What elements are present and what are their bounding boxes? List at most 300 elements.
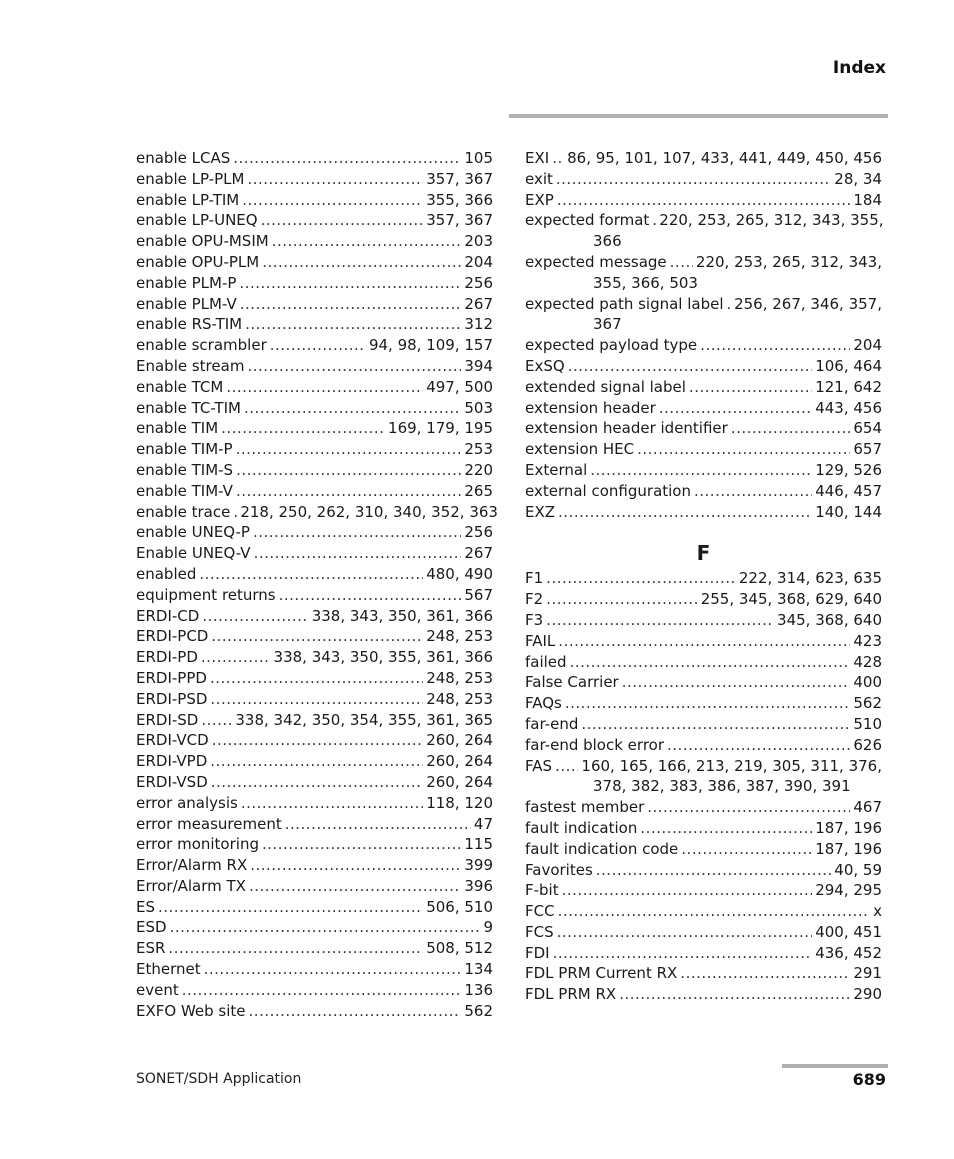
- index-term: enable PLM-V: [136, 294, 237, 313]
- index-page-refs: 562: [853, 694, 882, 713]
- dot-leader: [168, 938, 423, 959]
- index-entry: [136, 148, 493, 169]
- index-term: equipment returns: [136, 585, 276, 604]
- index-page-refs: 562: [464, 1001, 493, 1020]
- index-entry: [136, 169, 493, 190]
- index-page-refs: 503: [464, 398, 493, 417]
- index-entry: [136, 481, 493, 502]
- index-page-refs: 94, 98, 109, 157: [368, 336, 493, 355]
- index-entry: [525, 502, 882, 523]
- index-term: ERDI-PSD: [136, 689, 208, 708]
- index-page-refs: 265: [464, 481, 493, 500]
- dot-leader: [182, 980, 462, 1001]
- dot-leader: [244, 398, 461, 419]
- index-term: extension HEC: [525, 440, 635, 459]
- index-term: enable TC-TIM: [136, 398, 241, 417]
- index-page-refs: 480, 490: [426, 564, 493, 583]
- index-term: error measurement: [136, 814, 282, 833]
- dot-leader: [565, 693, 850, 714]
- index-term: F-bit: [525, 881, 559, 900]
- dot-leader: [285, 814, 471, 835]
- index-term: error monitoring: [136, 835, 259, 854]
- index-page-refs: 291: [853, 964, 882, 983]
- index-page-refs: 255, 345, 368, 629, 640: [700, 590, 882, 609]
- index-term: exit: [525, 169, 553, 188]
- index-term: enable RS-TIM: [136, 315, 243, 334]
- dot-leader: [557, 190, 851, 211]
- index-page-refs: 436, 452: [815, 943, 882, 962]
- index-page-refs: x: [873, 902, 882, 921]
- dot-leader: [236, 481, 461, 502]
- index-entry: [525, 252, 882, 294]
- index-entry: [525, 610, 882, 631]
- index-page-refs: 86, 95, 101, 107, 433, 441, 449, 450, 456: [567, 149, 882, 167]
- dot-leader: [249, 876, 461, 897]
- footer-document-title: SONET/SDH Application: [136, 1071, 302, 1087]
- index-entry: [525, 418, 882, 439]
- index-page-refs: 260, 264: [426, 772, 493, 791]
- index-section-e: [525, 148, 882, 522]
- index-term: FCS: [525, 922, 554, 941]
- dot-leader: [158, 897, 423, 918]
- index-term: expected format: [525, 211, 650, 230]
- index-page-refs: 510: [853, 714, 882, 733]
- index-page-refs: 345, 368, 640: [777, 610, 882, 629]
- dot-leader: [201, 710, 232, 731]
- index-entry: [136, 190, 493, 211]
- index-entry: [136, 730, 493, 751]
- index-entry: [136, 377, 493, 398]
- index-page-refs: 9: [483, 918, 493, 937]
- dot-leader: [211, 626, 423, 647]
- index-page-refs: 312: [464, 315, 493, 334]
- index-term: expected payload type: [525, 336, 698, 355]
- index-page-refs: 446, 457: [815, 481, 882, 500]
- index-page-refs: 400, 451: [815, 922, 882, 941]
- index-page-refs: 657: [853, 440, 882, 459]
- dot-leader: [553, 943, 813, 964]
- index-term: fault indication: [525, 818, 638, 837]
- dot-leader: [247, 356, 461, 377]
- index-entry: [525, 860, 882, 881]
- running-header-title: Index: [832, 58, 886, 78]
- dot-leader: [637, 439, 850, 460]
- index-column-left: [136, 148, 498, 1021]
- index-entry: [525, 356, 882, 377]
- dot-leader: [270, 335, 366, 356]
- index-entry: [525, 672, 882, 693]
- index-page-refs: 394: [464, 356, 493, 375]
- index-page-refs: 256, 267, 346, 357,: [734, 294, 882, 313]
- index-page-refs: 399: [464, 856, 493, 875]
- footer-page-number: 689: [852, 1070, 886, 1089]
- index-entry: [136, 314, 493, 335]
- dot-leader: [199, 564, 423, 585]
- index-entry: [136, 356, 493, 377]
- index-entry: [525, 797, 882, 818]
- index-term: enable TIM-P: [136, 440, 233, 459]
- index-page-refs: 428: [853, 652, 882, 671]
- index-page-refs: 184: [853, 190, 882, 209]
- index-entry: [525, 880, 882, 901]
- dot-leader: [253, 522, 461, 543]
- index-entry: [525, 652, 882, 673]
- dot-leader: [700, 335, 850, 356]
- index-page-refs: 260, 264: [426, 731, 493, 750]
- dot-leader: [552, 148, 564, 169]
- dot-leader: [731, 418, 851, 439]
- dot-leader: [659, 398, 812, 419]
- index-term: event: [136, 980, 179, 999]
- index-term: FAIL: [525, 631, 556, 650]
- dot-leader: [558, 901, 871, 922]
- index-page-refs: 169, 179, 195: [388, 419, 493, 438]
- index-page-refs: 506, 510: [426, 897, 493, 916]
- dot-leader: [262, 834, 461, 855]
- dot-leader: [261, 210, 424, 231]
- index-entry: [525, 589, 882, 610]
- dot-leader: [568, 356, 813, 377]
- index-entry: [525, 818, 882, 839]
- dot-leader: [233, 148, 461, 169]
- index-entry: [136, 959, 493, 980]
- index-term: enable LCAS: [136, 149, 231, 167]
- index-term: EXFO Web site: [136, 1001, 246, 1020]
- index-page-refs: 443, 456: [815, 398, 882, 417]
- dot-leader: [249, 1001, 462, 1022]
- index-term: failed: [525, 652, 567, 671]
- index-term: Error/Alarm TX: [136, 876, 246, 895]
- index-entry: [136, 606, 493, 627]
- index-entry: [136, 897, 493, 918]
- index-page-refs: 118, 120: [426, 793, 493, 812]
- header-rule: [509, 114, 888, 118]
- index-page-refs: 423: [853, 631, 882, 650]
- index-page-refs: 47: [473, 814, 493, 833]
- index-page-refs: 626: [853, 735, 882, 754]
- dot-leader: [241, 793, 423, 814]
- index-term: fault indication code: [525, 839, 679, 858]
- index-entry: [136, 502, 498, 523]
- index-page-refs: 338, 342, 350, 354, 355, 361, 365: [235, 710, 493, 729]
- dot-leader: [667, 735, 850, 756]
- index-page-refs: 256: [464, 523, 493, 542]
- index-term: enable LP-UNEQ: [136, 211, 258, 230]
- index-term: enable TCM: [136, 377, 224, 396]
- index-page-refs: 218, 250, 262, 310, 340, 352, 363: [240, 502, 498, 521]
- index-term: ES: [136, 897, 155, 916]
- index-term: expected path signal label: [525, 294, 724, 313]
- dot-leader: [619, 984, 850, 1005]
- index-term: enable UNEQ-P: [136, 523, 250, 542]
- index-entry: [136, 439, 493, 460]
- index-page-refs: 338, 343, 350, 355, 361, 366: [273, 648, 493, 667]
- index-term: F3: [525, 610, 544, 629]
- index-entry: [136, 814, 493, 835]
- index-page-refs: 338, 343, 350, 361, 366: [311, 606, 493, 625]
- index-term: F1: [525, 569, 544, 588]
- index-term: EXZ: [525, 502, 556, 521]
- index-term: extended signal label: [525, 377, 686, 396]
- index-term: external configuration: [525, 481, 691, 500]
- index-term: ERDI-PCD: [136, 627, 209, 646]
- index-page-refs: 248, 253: [426, 668, 493, 687]
- dot-leader: [546, 610, 774, 631]
- dot-leader: [555, 756, 578, 777]
- index-entry: [136, 689, 493, 710]
- index-entry: [136, 980, 493, 1001]
- section-letter-f: F: [696, 541, 711, 566]
- index-page-refs: 204: [464, 252, 493, 271]
- index-entry: [525, 631, 882, 652]
- index-page-refs: 357, 367: [426, 169, 493, 188]
- index-term: enable trace: [136, 502, 231, 521]
- index-page-refs: 220: [464, 460, 493, 479]
- index-page-refs: 260, 264: [426, 752, 493, 771]
- dot-leader: [202, 606, 308, 627]
- index-entry: [136, 917, 493, 938]
- index-entry: [525, 460, 882, 481]
- index-page-refs: 105: [464, 149, 493, 167]
- dot-leader: [557, 922, 813, 943]
- index-column-right: [525, 148, 882, 1005]
- dot-leader: [681, 839, 812, 860]
- index-entry: [525, 294, 882, 336]
- index-term: enable OPU-MSIM: [136, 232, 269, 251]
- dot-leader: [596, 860, 832, 881]
- index-page-refs-continued: 378, 382, 383, 386, 387, 390, 391: [593, 777, 851, 796]
- index-entry: [136, 710, 493, 731]
- index-entry: [136, 522, 493, 543]
- footer-rule: [782, 1064, 888, 1068]
- index-section-f: [525, 568, 882, 1005]
- dot-leader: [562, 880, 813, 901]
- dot-leader: [250, 855, 461, 876]
- index-term: Favorites: [525, 860, 593, 879]
- index-entry: [525, 210, 882, 252]
- dot-leader: [210, 668, 423, 689]
- dot-leader: [558, 502, 812, 523]
- index-term: ESR: [136, 939, 166, 958]
- index-entry: [136, 1001, 493, 1022]
- index-entry: [136, 210, 493, 231]
- index-entry: [136, 855, 493, 876]
- dot-leader: [236, 439, 462, 460]
- index-entry: [525, 714, 882, 735]
- index-entry: [525, 922, 882, 943]
- index-term: F2: [525, 590, 544, 609]
- index-term: far-end block error: [525, 735, 664, 754]
- index-term: FDI: [525, 943, 550, 962]
- index-term: extension header identifier: [525, 419, 728, 438]
- dot-leader: [226, 377, 423, 398]
- dot-leader: [640, 818, 812, 839]
- index-page-refs: 40, 59: [834, 860, 882, 879]
- index-page-refs: 355, 366: [426, 190, 493, 209]
- index-entry: [525, 148, 882, 169]
- dot-leader: [570, 652, 851, 673]
- dot-leader: [558, 631, 850, 652]
- index-page-refs: 253: [464, 440, 493, 459]
- index-entry: [525, 984, 882, 1005]
- index-term: FDL PRM RX: [525, 985, 617, 1004]
- index-term: expected message: [525, 252, 667, 271]
- dot-leader: [254, 543, 462, 564]
- index-entry: [525, 335, 882, 356]
- dot-leader: [262, 252, 461, 273]
- index-term: ERDI-CD: [136, 606, 200, 625]
- index-page-refs: 160, 165, 166, 213, 219, 305, 311, 376,: [581, 756, 882, 775]
- dot-leader: [239, 273, 461, 294]
- index-term: Enable UNEQ-V: [136, 544, 251, 563]
- index-page-refs: 497, 500: [426, 377, 493, 396]
- index-page-refs: 654: [853, 419, 882, 438]
- index-entry: [136, 938, 493, 959]
- dot-leader: [727, 294, 732, 315]
- index-entry: [525, 901, 882, 922]
- index-entry: [525, 839, 882, 860]
- index-entry: [136, 668, 493, 689]
- index-entry: [525, 398, 882, 419]
- index-entry: [136, 772, 493, 793]
- dot-leader: [242, 190, 423, 211]
- index-entry: [136, 398, 493, 419]
- index-page-refs: 187, 196: [815, 839, 882, 858]
- index-entry: [136, 273, 493, 294]
- index-term: Enable stream: [136, 356, 245, 375]
- index-page-refs: 204: [853, 336, 882, 355]
- index-entry: [136, 564, 493, 585]
- index-term: EXI: [525, 149, 550, 167]
- index-page-refs-continued: 367: [593, 315, 622, 334]
- index-page-refs: 467: [853, 798, 882, 817]
- index-entry: [136, 231, 493, 252]
- index-term: FDL PRM Current RX: [525, 964, 678, 983]
- dot-leader: [272, 231, 462, 252]
- index-term: enable scrambler: [136, 336, 267, 355]
- dot-leader: [546, 568, 736, 589]
- index-term: ERDI-VPD: [136, 752, 208, 771]
- index-entry: [525, 481, 882, 502]
- index-page-refs: 129, 526: [815, 460, 882, 479]
- index-term: Error/Alarm RX: [136, 856, 248, 875]
- index-term: ERDI-SD: [136, 710, 199, 729]
- index-page-refs: 203: [464, 232, 493, 251]
- index-entry: [525, 943, 882, 964]
- dot-leader: [247, 169, 423, 190]
- dot-leader: [211, 772, 423, 793]
- index-entry: [136, 418, 493, 439]
- dot-leader: [210, 689, 423, 710]
- index-term: enabled: [136, 564, 197, 583]
- index-entry: [525, 756, 882, 798]
- index-entry: [136, 793, 493, 814]
- index-entry: [136, 876, 493, 897]
- index-term: enable LP-PLM: [136, 169, 245, 188]
- index-entry: [136, 834, 493, 855]
- index-term: far-end: [525, 714, 579, 733]
- dot-leader: [240, 294, 462, 315]
- dot-leader: [212, 730, 424, 751]
- dot-leader: [204, 959, 462, 980]
- dot-leader: [581, 714, 850, 735]
- index-page-refs: 140, 144: [815, 502, 882, 521]
- index-term: Ethernet: [136, 960, 201, 979]
- index-entry: [136, 626, 493, 647]
- index-entry: [525, 169, 882, 190]
- index-entry: [136, 751, 493, 772]
- index-term: enable PLM-P: [136, 273, 237, 292]
- index-page-refs: 256: [464, 273, 493, 292]
- index-term: ERDI-PD: [136, 648, 198, 667]
- index-term: FAS: [525, 756, 553, 775]
- index-page-refs: 248, 253: [426, 627, 493, 646]
- index-page-refs: 248, 253: [426, 689, 493, 708]
- index-page-refs: 567: [464, 585, 493, 604]
- index-entry: [525, 735, 882, 756]
- dot-leader: [670, 252, 693, 273]
- index-term: ExSQ: [525, 356, 565, 375]
- index-term: External: [525, 460, 588, 479]
- index-page-refs: 222, 314, 623, 635: [738, 569, 882, 588]
- index-entry: [136, 460, 493, 481]
- index-entry: [525, 568, 882, 589]
- index-page-refs: 267: [464, 294, 493, 313]
- index-term: enable TIM-V: [136, 481, 233, 500]
- dot-leader: [210, 751, 423, 772]
- index-page-refs: 134: [464, 960, 493, 979]
- index-term: FAQs: [525, 694, 562, 713]
- index-entry: [525, 377, 882, 398]
- dot-leader: [622, 672, 851, 693]
- dot-leader: [652, 210, 656, 231]
- dot-leader: [201, 647, 271, 668]
- index-page-refs: 220, 253, 265, 312, 343,: [695, 252, 882, 271]
- dot-leader: [556, 169, 831, 190]
- index-page-refs: 294, 295: [815, 881, 882, 900]
- dot-leader: [689, 377, 812, 398]
- dot-leader: [694, 481, 812, 502]
- index-entry: [136, 294, 493, 315]
- index-page-refs: 400: [853, 673, 882, 692]
- index-page-refs: 508, 512: [426, 939, 493, 958]
- index-page-refs: 357, 367: [426, 211, 493, 230]
- dot-leader: [647, 797, 850, 818]
- index-term: fastest member: [525, 798, 645, 817]
- index-page-refs: 267: [464, 544, 493, 563]
- index-page-refs: 106, 464: [815, 356, 882, 375]
- index-entry: [136, 585, 493, 606]
- dot-leader: [546, 589, 698, 610]
- dot-leader: [245, 314, 461, 335]
- index-term: enable OPU-PLM: [136, 252, 260, 271]
- index-page-refs: 136: [464, 980, 493, 999]
- index-page-refs: 220, 253, 265, 312, 343, 355,: [659, 211, 884, 230]
- index-term: extension header: [525, 398, 656, 417]
- index-page-refs: 290: [853, 985, 882, 1004]
- index-term: ERDI-PPD: [136, 668, 207, 687]
- index-entry: [136, 335, 493, 356]
- index-page-refs: 187, 196: [815, 818, 882, 837]
- index-entry: [136, 252, 493, 273]
- index-term: ERDI-VSD: [136, 772, 208, 791]
- dot-leader: [170, 917, 481, 938]
- dot-leader: [221, 418, 385, 439]
- index-term: False Carrier: [525, 673, 619, 692]
- index-term: FCC: [525, 902, 555, 921]
- index-term: error analysis: [136, 793, 238, 812]
- index-entry: [136, 647, 493, 668]
